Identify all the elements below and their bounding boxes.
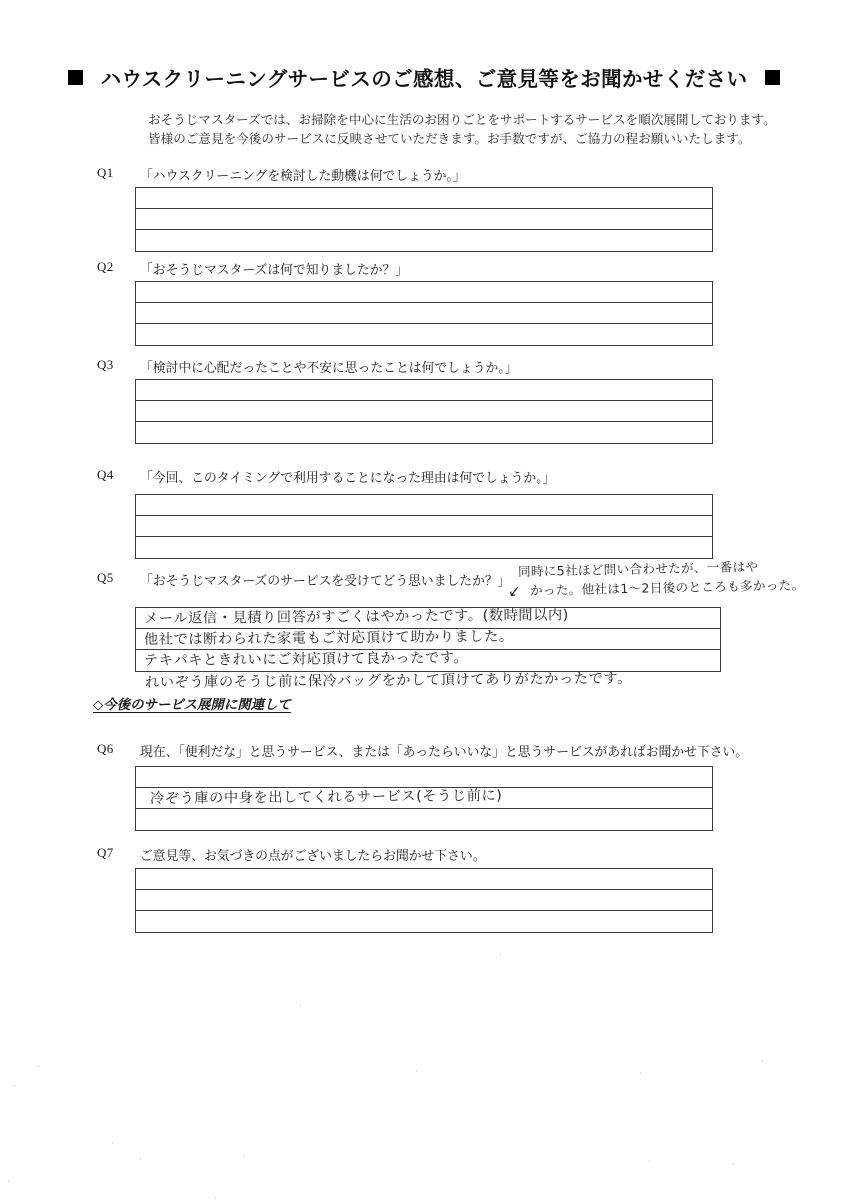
intro-paragraph: [148, 110, 776, 148]
answer-box-q1[interactable]: [135, 187, 713, 252]
question-text-q3: 「検討中に心配だったことや不安に思ったことは何でしょうか。」: [140, 361, 518, 376]
answer-line[interactable]: [136, 537, 712, 558]
question-text-q1: 「ハウスクリーニングを検討した動機は何でしょうか。」: [140, 169, 466, 184]
intro-line-2: 皆様のご意見を今後のサービスに反映させていただきます。お手数ですが、ご協力の程お願いいたします。: [148, 131, 751, 146]
answer-line[interactable]: [136, 188, 712, 209]
question-text-q4: 「今回、このタイミングで利用することになった理由は何でしょうか。」: [140, 471, 556, 486]
answer-line[interactable]: [136, 516, 712, 537]
page-title: ハウスクリーニングサービスのご感想、ご意見等をお聞かせください: [100, 67, 748, 91]
question-label-q1: Q1: [97, 165, 114, 180]
page-header: [0, 62, 848, 92]
answer-line[interactable]: [136, 495, 712, 516]
question-text-q6: 現在、「便利だな」と思うサービス、または「あったらいいな」と思うサービスがあればお聞かせ下さい。: [140, 745, 749, 760]
header-square-right-icon: [765, 70, 780, 85]
handwritten-answer-q5-line-1: メール返信・見積り回答がすごくはやかったです。(数時間以内): [143, 607, 569, 627]
answer-line[interactable]: [136, 380, 712, 401]
handwritten-answer-q5-overflow: れいぞう庫のそうじ前に保冷バッグをかして頂けてありがたかったです。: [144, 670, 632, 691]
answer-box-q5[interactable]: [135, 607, 721, 672]
question-label-q5: Q5: [97, 570, 114, 585]
question-text-q7: ご意見等、お気づきの点がございましたらお聞かせ下さい。: [140, 849, 486, 864]
margin-note-line-2: かった。他社は1～2日後のところも多かった。: [529, 577, 805, 598]
question-label-q2: Q2: [97, 259, 114, 274]
answer-line[interactable]: [136, 911, 712, 932]
answer-line[interactable]: [136, 303, 712, 324]
answer-line[interactable]: [136, 788, 712, 809]
answer-line[interactable]: [136, 869, 712, 890]
answer-box-q3[interactable]: [135, 379, 713, 444]
question-label-q4: Q4: [97, 467, 114, 482]
handwritten-answer-q5-line-3: テキパキときれいにご対応頂けて良かったです。: [143, 650, 469, 669]
answer-line[interactable]: [136, 324, 712, 345]
answer-line[interactable]: [136, 890, 712, 911]
answer-line[interactable]: [136, 809, 712, 830]
answer-line[interactable]: [136, 209, 712, 230]
question-label-q3: Q3: [97, 357, 114, 372]
handwritten-answer-q6-line-2: 冷ぞう庫の中身を出してくれるサービス(そうじ前に): [149, 787, 503, 807]
answer-line[interactable]: [136, 401, 712, 422]
intro-line-1: おそうじマスターズでは、お掃除を中心に生活のお困りごとをサポートするサービスを順次展開しております。: [148, 112, 776, 127]
answer-box-q7[interactable]: [135, 868, 713, 933]
handwritten-margin-note-q5: [517, 558, 805, 600]
question-text-q5: 「おそうじマスターズのサービスを受けてどう思いましたか？」: [140, 574, 511, 589]
arrow-icon: ↙: [506, 581, 522, 601]
answer-line[interactable]: [136, 282, 712, 303]
question-label-q7: Q7: [97, 845, 114, 860]
answer-line[interactable]: [136, 650, 720, 671]
question-label-q6: Q6: [97, 741, 114, 756]
answer-line[interactable]: [136, 608, 720, 629]
handwritten-answer-q5-line-2: 他社では断わられた家電もご対応頂けて助かりました。: [143, 628, 514, 648]
question-text-q2: 「おそうじマスターズは何で知りましたか？」: [140, 263, 409, 278]
answer-line[interactable]: [136, 767, 712, 788]
section-heading-future-services: ◇今後のサービス展開に関連して: [93, 697, 291, 713]
answer-box-q4[interactable]: [135, 494, 713, 559]
answer-line[interactable]: [136, 230, 712, 251]
answer-line[interactable]: [136, 629, 720, 650]
answer-box-q2[interactable]: [135, 281, 713, 346]
answer-box-q6[interactable]: [135, 766, 713, 831]
header-square-left-icon: [68, 70, 83, 85]
answer-line[interactable]: [136, 422, 712, 443]
margin-note-line-1: 同時に5社ほど問い合わせたが、一番はや: [517, 558, 759, 579]
